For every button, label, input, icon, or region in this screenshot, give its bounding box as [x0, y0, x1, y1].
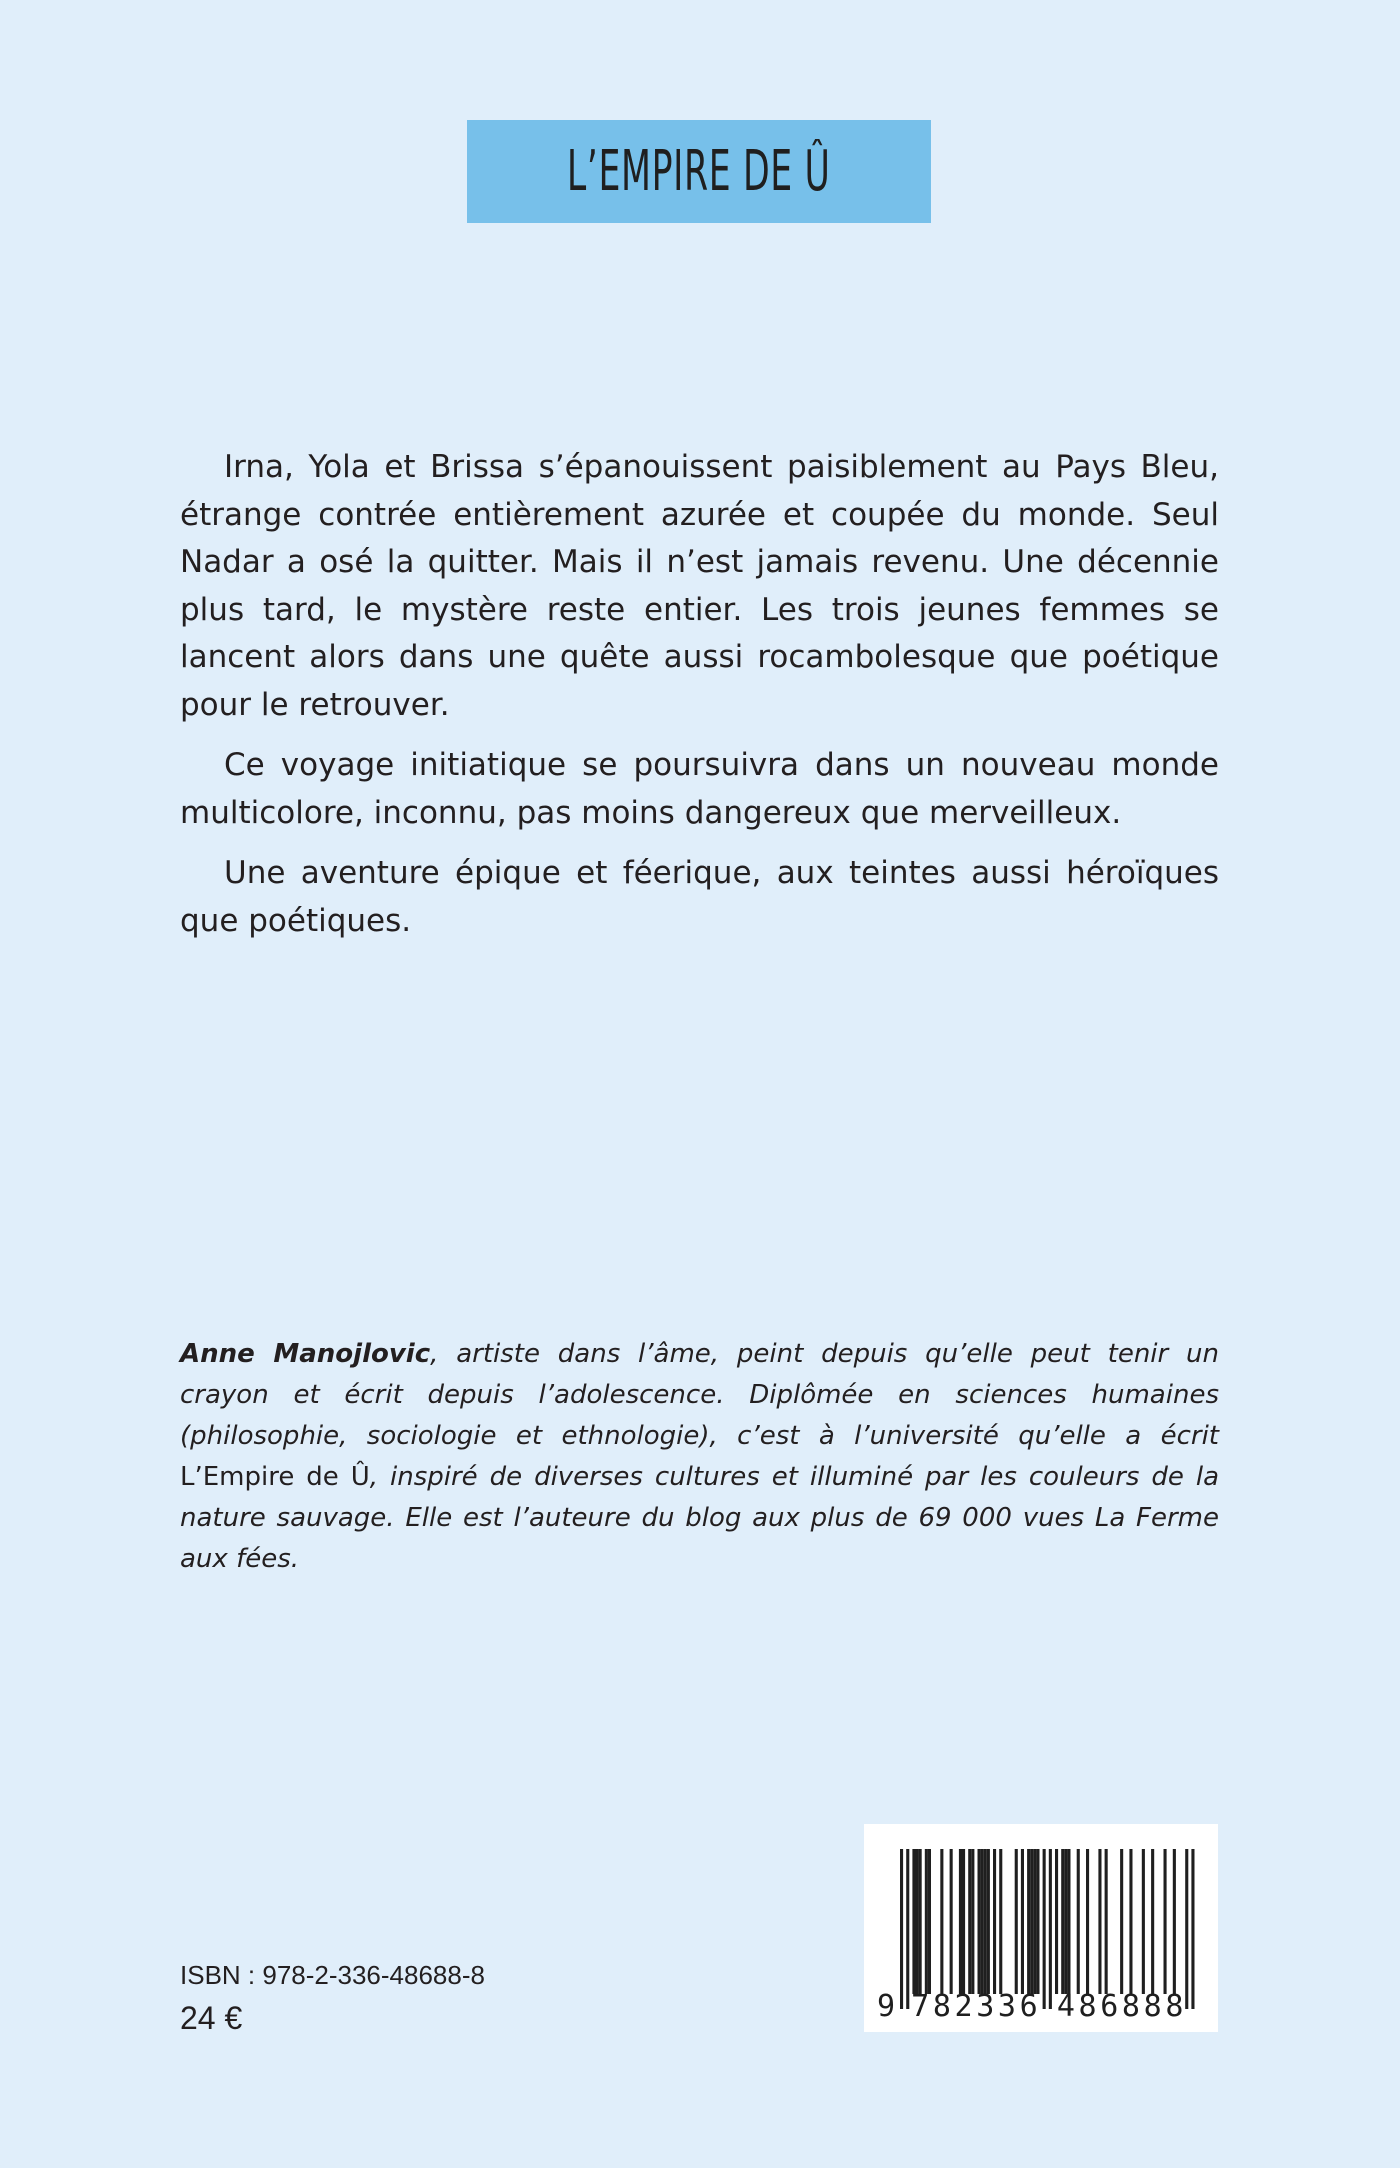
barcode-bar	[1030, 1849, 1033, 1994]
barcode-bar	[1120, 1849, 1123, 1994]
barcode-bar	[1185, 1849, 1188, 2009]
barcode-bar	[1098, 1849, 1101, 1994]
barcode-bar	[1105, 1849, 1108, 1994]
barcode-bar	[981, 1849, 984, 1994]
barcode-bar	[999, 1849, 1002, 1994]
barcode-bar	[984, 1849, 987, 1994]
barcode-digit: 6	[1100, 1989, 1119, 2024]
barcode-bar	[1055, 1849, 1058, 1994]
barcode-digit: 9	[876, 1989, 896, 2024]
barcode-digit: 8	[1143, 1989, 1162, 2024]
barcode-bar	[959, 1849, 962, 1994]
barcode-bar	[1164, 1849, 1167, 1994]
barcode-graphic	[864, 1824, 1218, 2032]
author-bio-text: , inspiré de diverses cultures et illuminé par les couleurs de la nature sauvage. Elle est l’auteure du blog aux plus de 69 000 vues La Ferme aux fées.	[180, 1462, 1219, 1574]
barcode-digit: 3	[976, 1989, 995, 2024]
book-title: L’EMPIRE DE Û	[567, 139, 831, 204]
blurb-paragraph: Ce voyage initiatique se poursuivra dans un nouveau monde multicolore, inconnu, pas moins dangereux que merveilleux.	[180, 747, 1219, 831]
barcode-bar	[940, 1849, 943, 1994]
barcode-digit: 3	[997, 1989, 1016, 2024]
barcode-digit: 2	[954, 1989, 973, 2024]
title-banner	[467, 120, 931, 223]
barcode-digit: 8	[1165, 1989, 1184, 2024]
blurb-paragraph: Une aventure épique et féerique, aux teintes aussi héroïques que poétiques.	[180, 855, 1219, 939]
price: 24 €	[180, 2000, 243, 2036]
barcode-bar	[928, 1849, 931, 1994]
barcode-bar	[1021, 1849, 1024, 1994]
blurb	[180, 444, 1219, 958]
barcode-bar	[1043, 1849, 1046, 2009]
barcode-digit: 8	[1121, 1989, 1140, 2024]
barcode-bar	[1086, 1849, 1089, 1994]
barcode-bar	[1064, 1849, 1067, 1994]
barcode	[864, 1824, 1218, 2032]
barcode-bar	[912, 1849, 915, 1994]
barcode-bar	[1049, 1849, 1052, 2009]
barcode-bar	[1061, 1849, 1064, 1994]
isbn: ISBN : 978-2-336-48688-8	[180, 1960, 485, 1990]
barcode-digit: 7	[911, 1989, 930, 2024]
barcode-digit: 8	[932, 1989, 951, 2024]
barcode-bar	[1067, 1849, 1070, 1994]
author-name: Anne Manojlovic	[180, 1339, 431, 1369]
barcode-bar	[906, 1849, 909, 2009]
barcode-bar	[1142, 1849, 1145, 1994]
barcode-bar	[1173, 1849, 1176, 1994]
author-bio-text: , artiste dans l’âme, peint depuis qu’elle peut tenir un crayon et écrit depuis l’adolescence. Diplômée en sciences humaines (philosophie, sociologie et ethnologie), c’est à l’université qu’elle a écrit	[180, 1339, 1219, 1451]
barcode-bar	[950, 1849, 953, 1994]
barcode-digit: 8	[1078, 1989, 1097, 2024]
barcode-bar	[987, 1849, 990, 1994]
barcode-bar	[919, 1849, 922, 1994]
barcode-bar	[993, 1849, 996, 1994]
blurb-paragraph: Irna, Yola et Brissa s’épanouissent paisiblement au Pays Bleu, étrange contrée entièrement azurée et coupée du monde. Seul Nadar a osé la quitter. Mais il n’est jamais revenu. Une décennie plus tard, le mystère reste entier. Les trois jeunes femmes se lancent alors dans une quête aussi rocambolesque que poétique pour le retrouver.	[180, 449, 1219, 723]
barcode-bar	[1027, 1849, 1030, 1994]
barcode-bar	[962, 1849, 965, 1994]
barcode-bar	[916, 1849, 919, 1994]
barcode-digit: 4	[1056, 1989, 1075, 2024]
book-reference: L’Empire de Û	[180, 1462, 370, 1492]
barcode-bar	[1151, 1849, 1154, 1994]
barcode-bar	[971, 1849, 974, 1994]
barcode-bar	[1129, 1849, 1132, 1994]
barcode-bar	[1036, 1849, 1039, 1994]
barcode-bar	[968, 1849, 971, 1994]
barcode-bar	[925, 1849, 928, 1994]
barcode-bar	[900, 1849, 903, 2009]
barcode-bar	[1191, 1849, 1194, 2009]
barcode-bar	[1033, 1849, 1036, 1994]
barcode-digit: 6	[1019, 1989, 1038, 2024]
author-bio	[180, 1334, 1219, 1580]
barcode-bar	[978, 1849, 981, 1994]
barcode-bar	[1015, 1849, 1018, 1994]
barcode-bar	[1077, 1849, 1080, 1994]
